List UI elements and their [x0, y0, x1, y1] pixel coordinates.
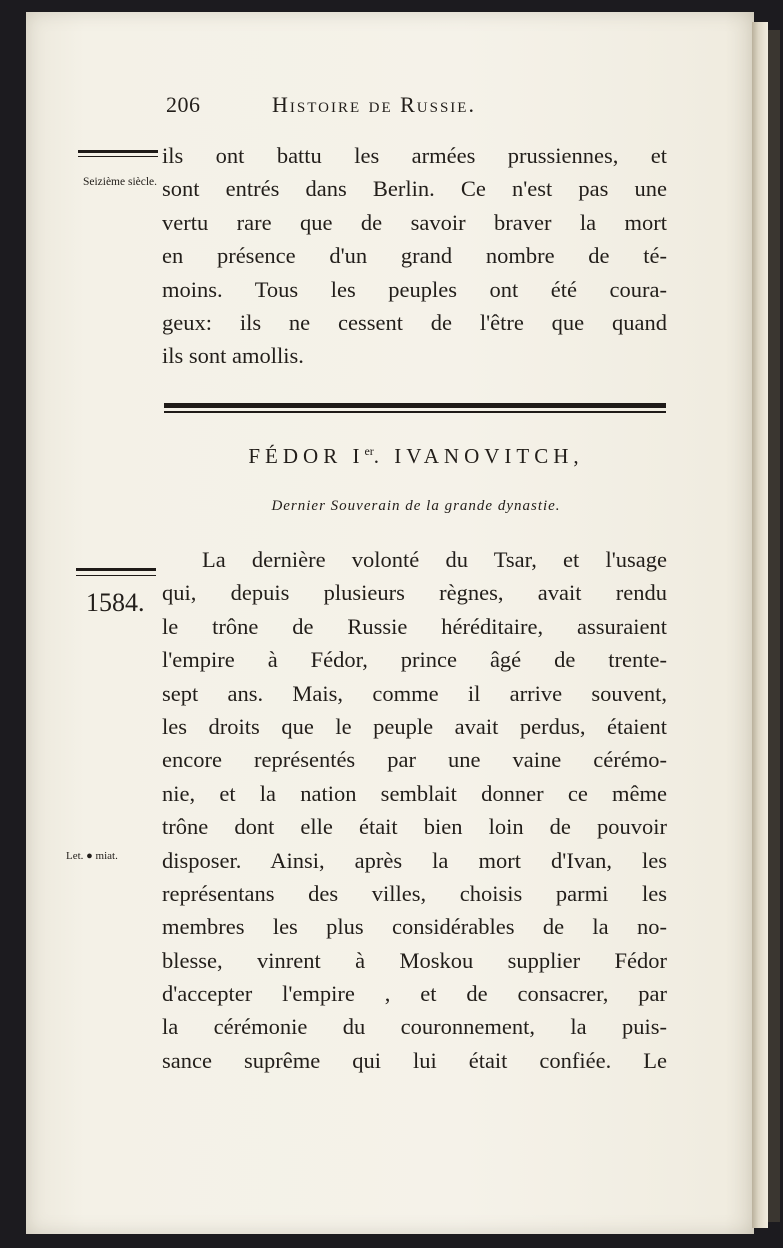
- text-line: sance suprême qui lui était confiée. Le: [162, 1047, 667, 1073]
- text-line: l'empire à Fédor, prince âgé de trente-: [162, 647, 667, 673]
- text-line: blesse, vinrent à Moskou supplier Fédor: [162, 947, 667, 973]
- text-line: représentans des villes, choisis parmi les: [162, 880, 667, 906]
- heading-rest: . IVANOVITCH,: [373, 444, 584, 468]
- section-subtitle: Dernier Souverain de la grande dynastie.: [271, 498, 561, 514]
- section-rule-thin: [164, 411, 666, 413]
- running-header: [166, 92, 666, 122]
- paragraph-1: [162, 139, 667, 373]
- text-line: trône dont elle était bien loin de pouvoir: [162, 814, 667, 840]
- margin-year: 1584.: [86, 588, 145, 617]
- page-number: 206: [166, 92, 201, 117]
- running-title: Histoire de Russie.: [272, 92, 476, 117]
- paragraph-2: [162, 543, 667, 1077]
- text-line: nie, et la nation semblait donner ce même: [162, 780, 667, 806]
- text-line: geux: ils ne cessent de l'être que quand: [162, 309, 667, 335]
- text-line: le trône de Russie héréditaire, assuraient: [162, 613, 667, 639]
- text-line: moins. Tous les peuples ont été coura-: [162, 276, 667, 302]
- margin-rule-top-thin: [78, 156, 158, 157]
- heading-name: FÉDOR I: [248, 444, 365, 468]
- section-rule-thick: [164, 403, 666, 408]
- book-spine-shadow: [768, 30, 780, 1222]
- page-edge: [752, 22, 768, 1228]
- margin-rule-year-thin: [76, 575, 156, 576]
- text-line: ils sont amollis.: [162, 343, 304, 369]
- text-line: en présence d'un grand nombre de té-: [162, 243, 667, 269]
- text-line: la cérémonie du couronnement, la puis-: [162, 1014, 667, 1040]
- text-line: sont entrés dans Berlin. Ce n'est pas une: [162, 176, 667, 202]
- text-line: les droits que le peuple avait perdus, étaient: [162, 713, 667, 739]
- text-line: qui, depuis plusieurs règnes, avait rendu: [162, 580, 667, 606]
- text-line: disposer. Ainsi, après la mort d'Ivan, les: [162, 847, 667, 873]
- margin-rule-top: [78, 150, 158, 153]
- text-line: vertu rare que de savoir braver la mort: [162, 209, 667, 235]
- text-line: sept ans. Mais, comme il arrive souvent,: [162, 680, 667, 706]
- section-heading: [166, 444, 666, 469]
- text-line: La dernière volonté du Tsar, et l'usage: [202, 547, 667, 572]
- text-line: d'accepter l'empire , et de consacrer, par: [162, 981, 667, 1007]
- text-line: encore représentés par une vaine cérémo-: [162, 747, 667, 773]
- heading-superscript: er: [364, 444, 374, 458]
- text-line: membres les plus considérables de la no-: [162, 914, 667, 940]
- margin-note-century: Seizième siècle.: [82, 176, 158, 188]
- margin-note-source: Let. ● miat.: [66, 850, 118, 862]
- margin-rule-year: [76, 568, 156, 571]
- text-line: ils ont battu les armées prussiennes, et: [162, 143, 667, 168]
